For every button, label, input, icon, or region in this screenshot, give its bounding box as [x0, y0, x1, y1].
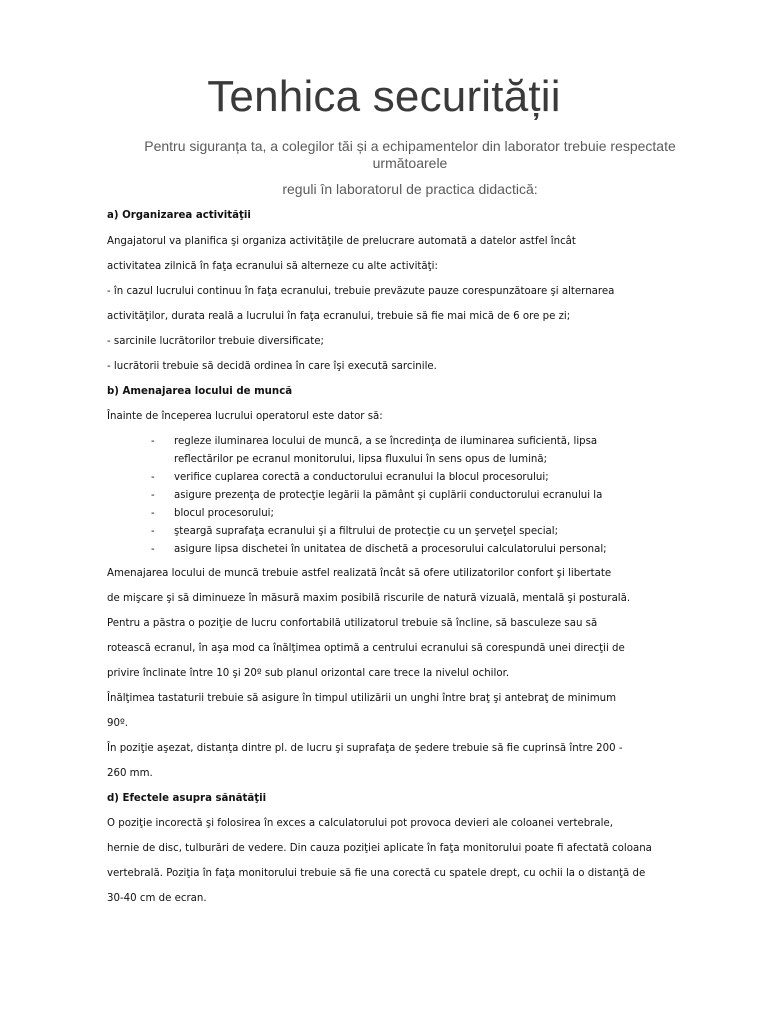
- section-a-line: - în cazul lucrului continuu în faţa ecranului, trebuie prevăzute pauze corespunzătoare şi alternarea: [107, 286, 615, 297]
- section-b-line: În poziţie aşezat, distanţa dintre pl. de lucru şi suprafaţa de şedere trebuie să fie cuprinsă între 200 -: [107, 743, 623, 754]
- intro-line-2: reguli în laboratorul de practica didactică:: [282, 181, 538, 197]
- section-a-line: - sarcinile lucrătorilor trebuie diversificate;: [107, 336, 324, 347]
- bullet-marker: -: [151, 508, 155, 519]
- section-b-intro: Înainte de începerea lucrului operatorul este dator să:: [107, 411, 383, 422]
- bullet-item: asigure lipsa dischetei în unitatea de dischetă a procesorului calculatorului personal;: [174, 544, 607, 555]
- section-a-line: activităţilor, durata reală a lucrului în faţa ecranului, trebuie să fie mai mică de 6 ore pe zi;: [107, 311, 571, 322]
- section-b-line: Înălţimea tastaturii trebuie să asigure în timpul utilizării un unghi între braţ şi antebraţ de minimum: [107, 693, 617, 704]
- section-a-heading: a) Organizarea activităţii: [107, 210, 251, 221]
- bullet-marker: -: [151, 436, 155, 447]
- bullet-item: şteargă suprafaţa ecranului şi a filtrului de protecţie cu un şerveţel special;: [174, 526, 559, 537]
- bullet-item-continuation: reflectărilor pe ecranul monitorului, lipsa fluxului în sens opus de lumină;: [174, 454, 548, 465]
- bullet-item: regleze iluminarea locului de muncă, a se încredinţa de iluminarea suficientă, lipsa: [174, 436, 598, 447]
- section-b-line: privire înclinate între 10 şi 20º sub planul orizontal care trece la nivelul ochilor.: [107, 668, 510, 679]
- section-a-line: Angajatorul va planifica şi organiza activităţile de prelucrare automată a datelor astfel încât: [107, 236, 576, 247]
- section-b-line: 90º.: [107, 718, 129, 729]
- bullet-item: asigure prezenţa de protecţie legării la pământ şi cuplării conductorului ecranului la: [174, 490, 603, 501]
- section-a-line: - lucrătorii trebuie să decidă ordinea în care îşi execută sarcinile.: [107, 361, 437, 372]
- bullet-marker: -: [151, 544, 155, 555]
- intro-line-1: Pentru siguranța ta, a colegilor tăi și a echipamentelor din laborator trebuie respectate următoarele: [144, 138, 676, 171]
- bullet-marker: -: [151, 526, 155, 537]
- bullet-marker: -: [151, 472, 155, 483]
- document-title: Tenhica securității: [207, 72, 561, 121]
- section-d-line: hernie de disc, tulburări de vedere. Din cauza poziţiei aplicate în faţa monitorului poate fi afectată coloana: [107, 843, 652, 854]
- section-b-line: 260 mm.: [107, 768, 153, 779]
- section-d-line: vertebrală. Poziţia în faţa monitorului trebuie să fie una corectă cu spatele drept, cu ochii la o distanţă de: [107, 868, 646, 879]
- section-b-line: de mişcare şi să diminueze în măsură maxim posibilă riscurile de natură vizuală, mentală şi posturală.: [107, 593, 631, 604]
- bullet-marker: -: [151, 490, 155, 501]
- section-b-line: rotească ecranul, în aşa mod ca înălţimea optimă a centrului ecranului să corespundă unei direcţii de: [107, 643, 625, 654]
- section-b-heading: b) Amenajarea locului de muncă: [107, 386, 293, 397]
- bullet-item: blocul procesorului;: [174, 508, 274, 519]
- section-d-line: 30-40 cm de ecran.: [107, 893, 207, 904]
- section-d-heading: d) Efectele asupra sănătăţii: [107, 793, 267, 804]
- intro-paragraph: [130, 138, 690, 198]
- section-b-line: Pentru a păstra o poziţie de lucru confortabilă utilizatorul trebuie să încline, să basculeze sau să: [107, 618, 598, 629]
- bullet-item: verifice cuplarea corectă a conductorului ecranului la blocul procesorului;: [174, 472, 549, 483]
- section-a-line: activitatea zilnică în faţa ecranului să alterneze cu alte activităţi:: [107, 261, 438, 272]
- section-d-line: O poziţie incorectă şi folosirea în exces a calculatorului pot provoca devieri ale coloanei vertebrale,: [107, 818, 613, 829]
- section-b-line: Amenajarea locului de muncă trebuie astfel realizată încât să ofere utilizatorilor confort şi libertate: [107, 568, 612, 579]
